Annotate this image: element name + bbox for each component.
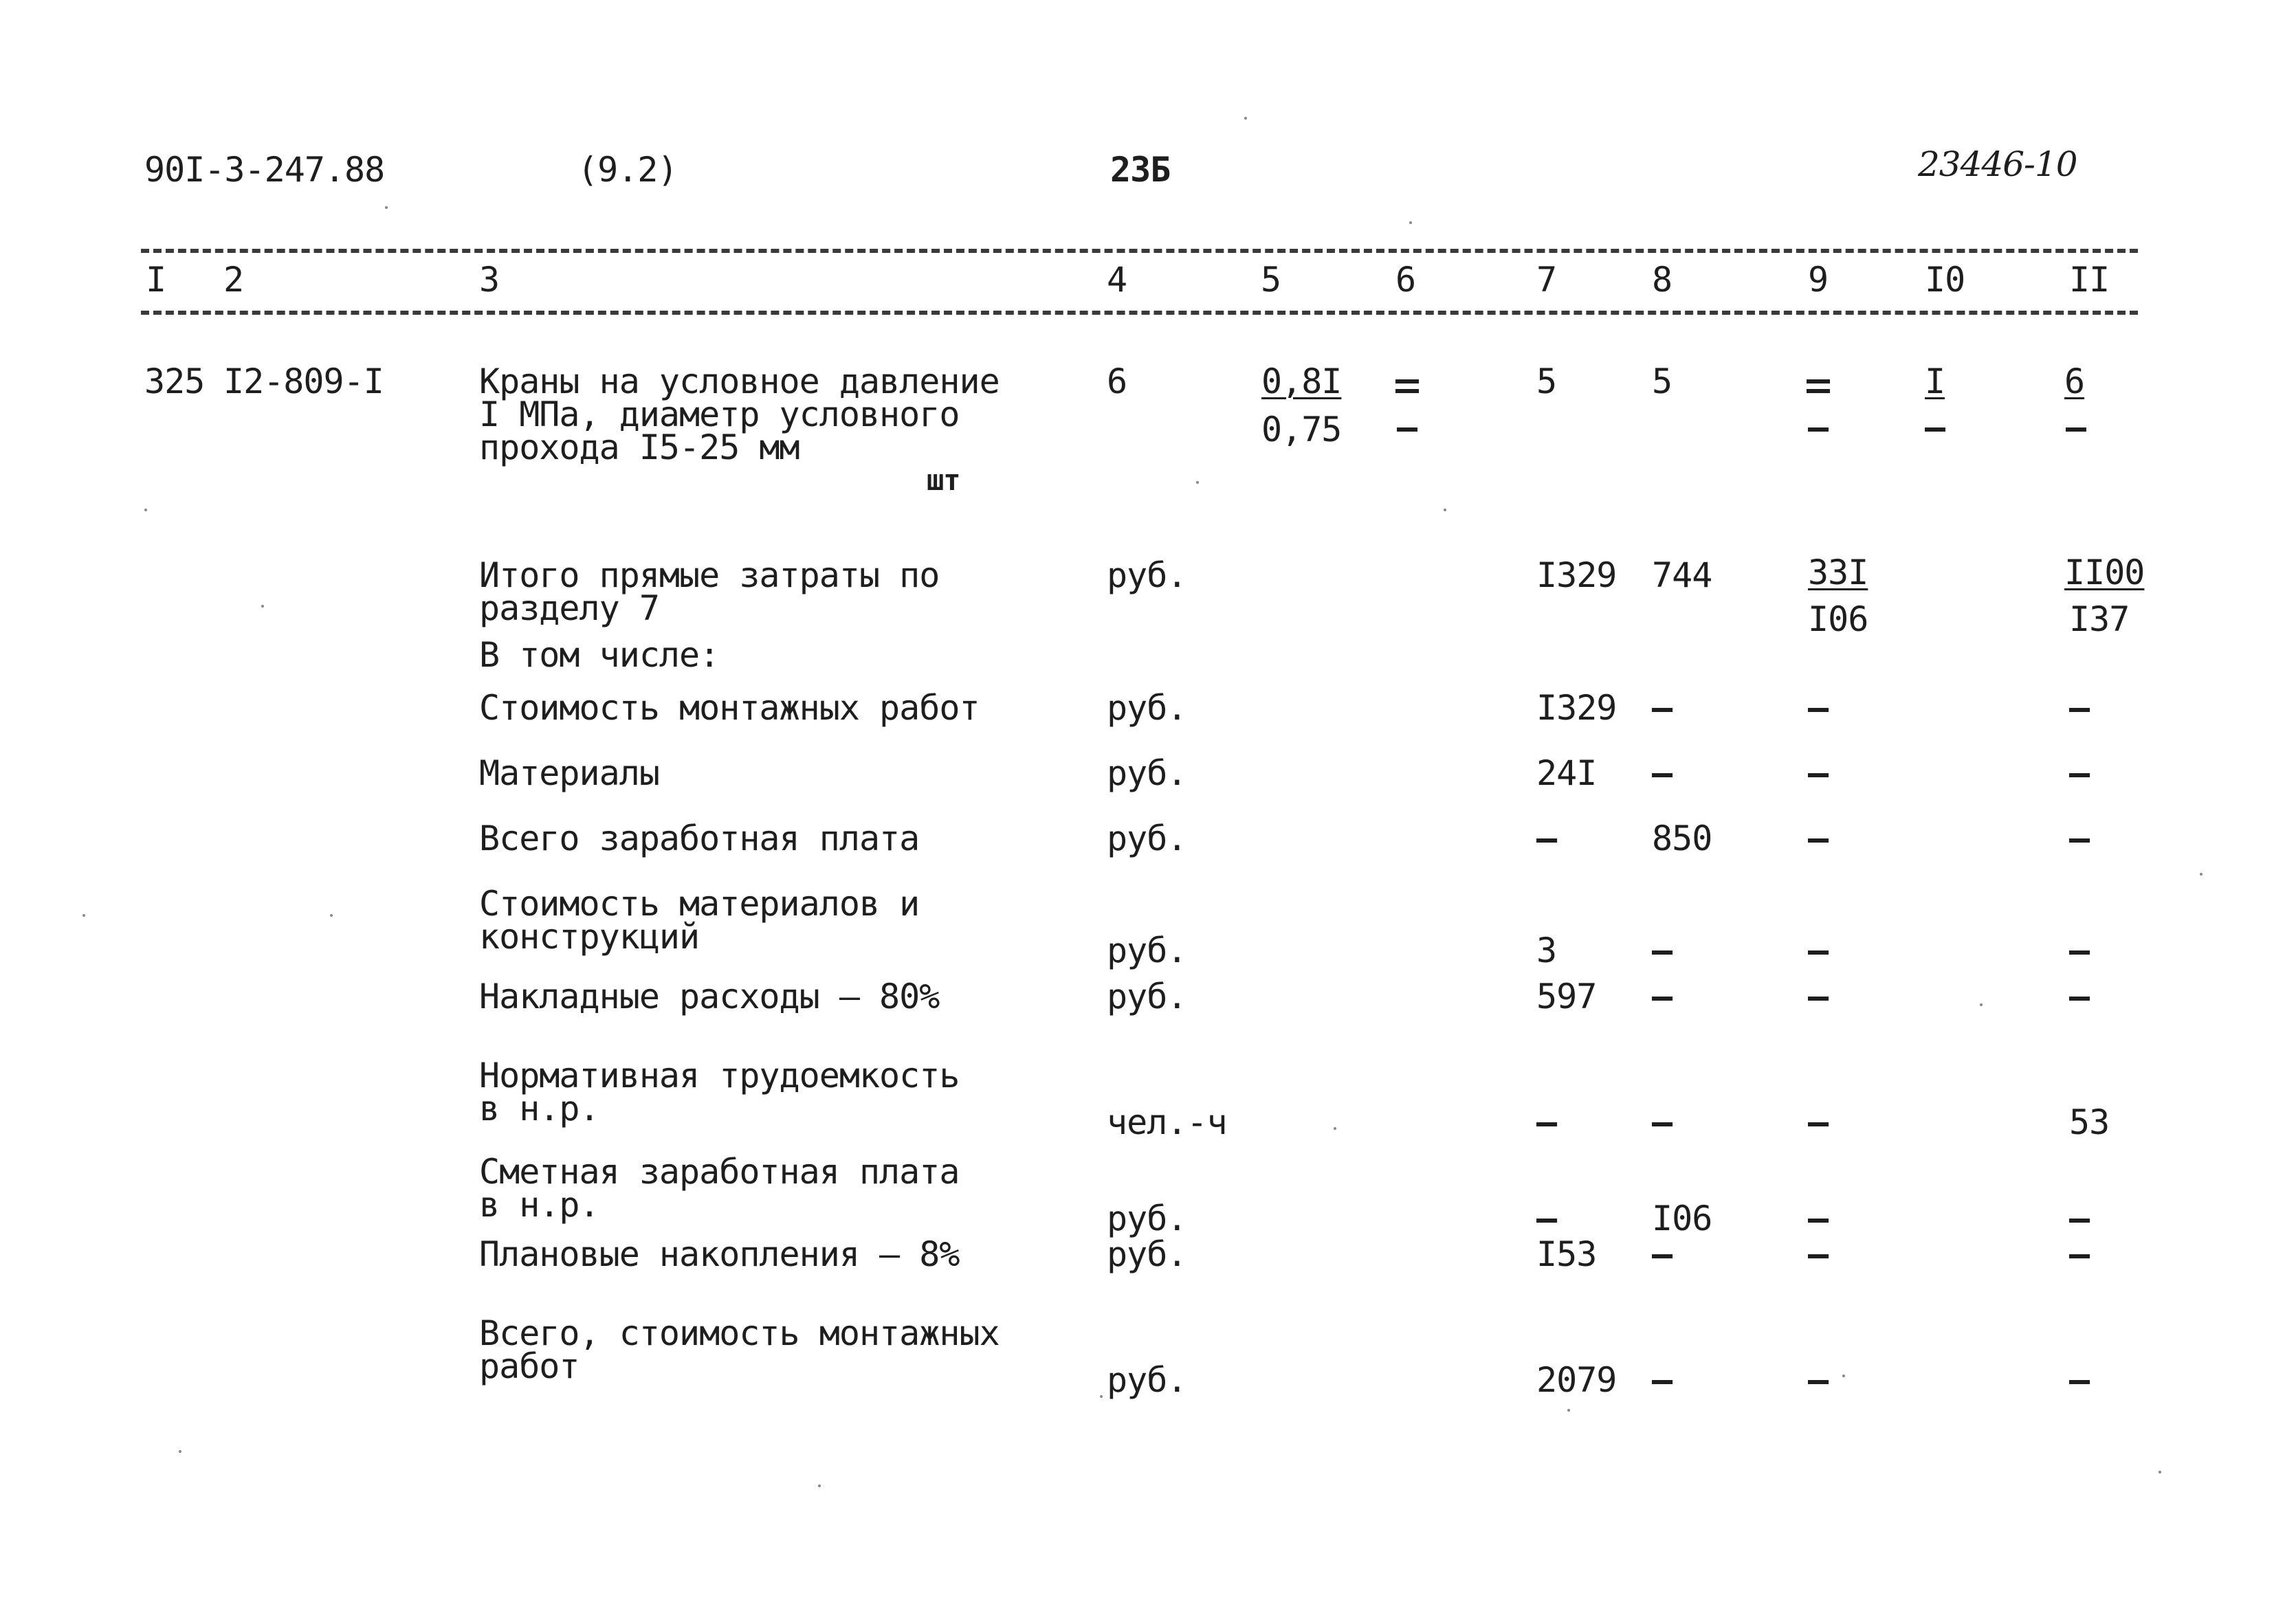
- item-description-line: I МПа, диаметр условного: [479, 394, 960, 434]
- item-unit-note: шт: [927, 463, 960, 497]
- dash-mark: [1808, 427, 1829, 432]
- row-c9: –: [1808, 931, 1829, 970]
- dash-mark: [1397, 427, 1417, 432]
- item-description-line: Краны на условное давление: [479, 361, 1000, 401]
- col-5: 5: [1261, 260, 1281, 300]
- row-label: Нормативная трудоемкость: [479, 1056, 960, 1095]
- row-c8: –: [1652, 1102, 1673, 1142]
- row-c11: –: [2069, 977, 2090, 1016]
- row-label: Накладные расходы – 80%: [479, 977, 940, 1016]
- row-unit: руб.: [1107, 753, 1187, 793]
- col-1: I: [146, 260, 166, 300]
- row-c8: –: [1652, 753, 1673, 793]
- header-rule-top: [141, 249, 2138, 253]
- item-col5-top: 0,8I: [1261, 361, 1342, 401]
- row-unit: руб.: [1107, 931, 1187, 970]
- item-col8: 5: [1652, 361, 1673, 401]
- row-c11: –: [2069, 1360, 2090, 1400]
- row-c9: –: [1808, 819, 1829, 858]
- col-4: 4: [1107, 260, 1127, 300]
- item-col7: 5: [1536, 361, 1557, 401]
- item-col5-bottom: 0,75: [1261, 410, 1342, 449]
- summary-col11-bottom: I37: [2069, 599, 2130, 639]
- row-c7: 2079: [1536, 1360, 1617, 1400]
- row-c8: –: [1652, 931, 1673, 970]
- row-c8: 850: [1652, 819, 1712, 858]
- summary-title-line: Итого прямые затраты по: [479, 555, 940, 595]
- row-c11: –: [2069, 1234, 2090, 1274]
- col-11: II: [2069, 260, 2110, 300]
- row-label: Всего, стоимость монтажных: [479, 1313, 1000, 1353]
- row-c7: –: [1536, 1199, 1557, 1238]
- row-c9: –: [1808, 1199, 1829, 1238]
- row-c8: –: [1652, 688, 1673, 728]
- row-c7: –: [1536, 1102, 1557, 1142]
- row-label: в н.р.: [479, 1185, 599, 1225]
- col-9: 9: [1808, 260, 1829, 300]
- item-code: I2-809-I: [223, 361, 384, 401]
- col-10: I0: [1925, 260, 1965, 300]
- row-c11: –: [2069, 931, 2090, 970]
- row-label: Всего заработная плата: [479, 819, 920, 858]
- row-c8: –: [1652, 977, 1673, 1016]
- summary-col7: I329: [1536, 555, 1617, 595]
- row-c7: 24I: [1536, 753, 1597, 793]
- row-c9: –: [1808, 688, 1829, 728]
- row-c11: 53: [2069, 1102, 2110, 1142]
- row-c7: I329: [1536, 688, 1617, 728]
- row-c7: –: [1536, 819, 1557, 858]
- summary-col9-top: 33I: [1808, 553, 1868, 592]
- col-3: 3: [479, 260, 500, 300]
- item-col11: 6: [2064, 361, 2085, 401]
- col-7: 7: [1536, 260, 1557, 300]
- equals-mark: [1807, 379, 1830, 393]
- row-c11: –: [2069, 753, 2090, 793]
- item-quantity: 6: [1107, 361, 1127, 401]
- row-c7: 597: [1536, 977, 1597, 1016]
- row-label: в н.р.: [479, 1089, 599, 1128]
- row-unit: руб.: [1107, 819, 1187, 858]
- row-c8: –: [1652, 1360, 1673, 1400]
- row-unit: руб.: [1107, 1360, 1187, 1400]
- dash-mark: [1925, 427, 1945, 432]
- page-number: 23Б: [1110, 150, 1171, 190]
- row-c8: –: [1652, 1234, 1673, 1274]
- col-2: 2: [223, 260, 244, 300]
- section-number: (9.2): [577, 150, 678, 190]
- summary-unit: руб.: [1107, 555, 1187, 595]
- item-number: 325: [144, 361, 205, 401]
- row-c11: –: [2069, 688, 2090, 728]
- row-c7: I53: [1536, 1234, 1597, 1274]
- row-label: Стоимость монтажных работ: [479, 688, 980, 728]
- col-6: 6: [1395, 260, 1416, 300]
- summary-title-line: разделу 7: [479, 588, 659, 628]
- row-c8: I06: [1652, 1199, 1712, 1238]
- row-c9: –: [1808, 753, 1829, 793]
- item-col10: I: [1925, 361, 1945, 401]
- row-label: Сметная заработная плата: [479, 1152, 960, 1192]
- row-unit: руб.: [1107, 688, 1187, 728]
- equals-mark: [1395, 379, 1419, 393]
- header-rule-bottom: [141, 311, 2138, 315]
- row-c7: 3: [1536, 931, 1557, 970]
- item-description-line: прохода I5-25 мм: [479, 427, 799, 467]
- row-c11: –: [2069, 819, 2090, 858]
- row-label: работ: [479, 1346, 579, 1386]
- col-8: 8: [1652, 260, 1673, 300]
- row-unit: чел.-ч: [1107, 1102, 1227, 1142]
- row-c9: –: [1808, 977, 1829, 1016]
- dash-mark: [2066, 427, 2086, 432]
- row-c11: –: [2069, 1199, 2090, 1238]
- row-label: Материалы: [479, 753, 659, 793]
- row-unit: руб.: [1107, 1199, 1187, 1238]
- summary-col11-top: II00: [2064, 553, 2145, 592]
- row-label: конструкций: [479, 917, 700, 957]
- row-unit: руб.: [1107, 977, 1187, 1016]
- document-code: 90I-3-247.88: [144, 150, 385, 190]
- summary-col8: 744: [1652, 555, 1712, 595]
- row-label: Стоимость материалов и: [479, 884, 920, 924]
- row-c9: –: [1808, 1360, 1829, 1400]
- row-c9: –: [1808, 1102, 1829, 1142]
- row-label: Плановые накопления – 8%: [479, 1234, 960, 1274]
- row-unit: руб.: [1107, 1234, 1187, 1274]
- summary-col9-bottom: I06: [1808, 599, 1868, 639]
- row-c9: –: [1808, 1234, 1829, 1274]
- archive-stamp: 23446-10: [1918, 144, 2077, 184]
- including-label: В том числе:: [479, 635, 720, 675]
